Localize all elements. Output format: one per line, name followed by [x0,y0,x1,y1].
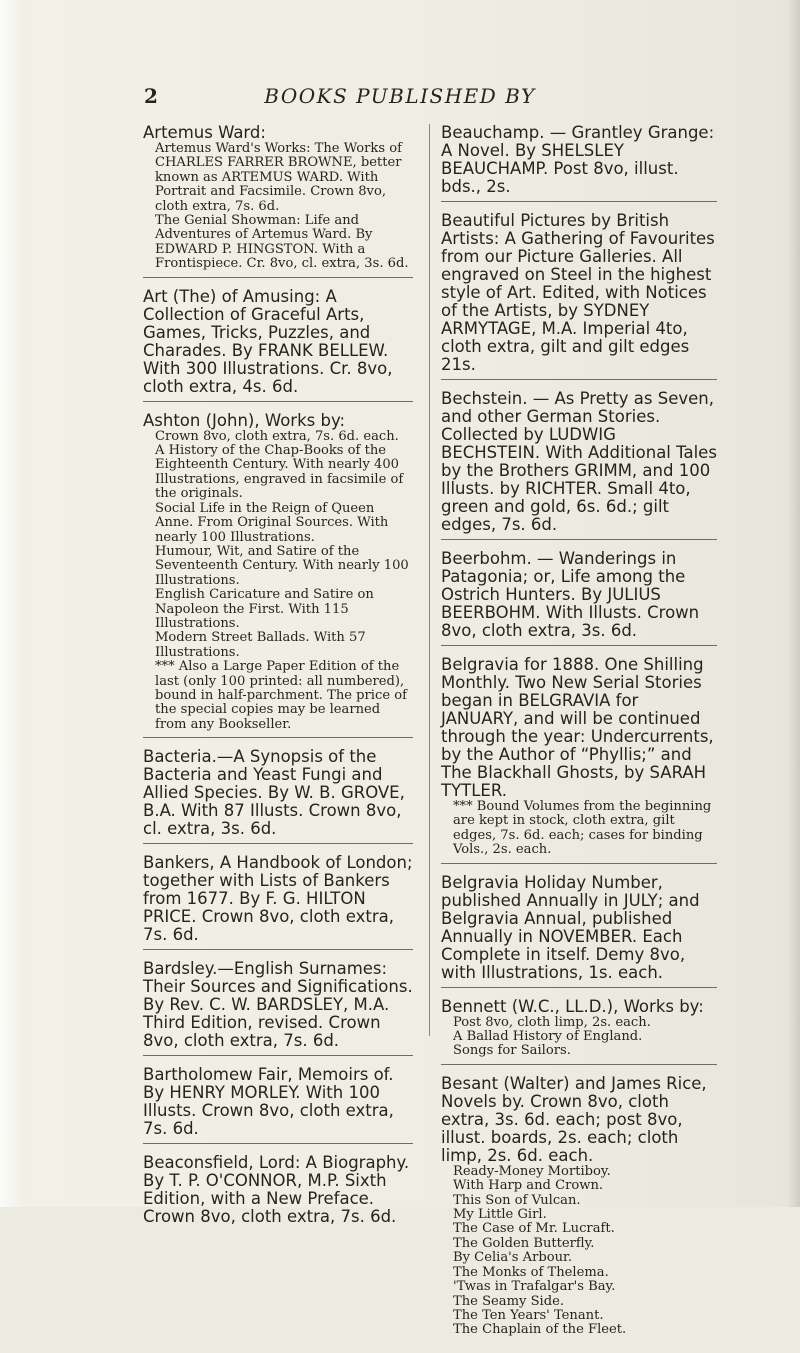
entry-line: By Celia's Arbour. [453,1250,573,1266]
catalog-entry [143,960,413,1056]
entry-heading: Beauchamp. — Grantley Grange: A Novel. By SHELSLEY BEAUCHAMP. Post 8vo, illust. bds., 2s. [441,123,715,196]
entry-heading: Bennett (W.C., LL.D.), Works by: [441,996,704,1016]
entry-heading: Bankers, A Handbook of London; together with Lists of Bankers from 1677. By F. G. HILTON PRICE. Crown 8vo, cloth extra, 7s. 6d. [143,853,413,945]
entry-line: My Little Girl. [453,1207,547,1223]
entry-heading: Bardsley.—English Surnames: Their Sources and Significations. By Rev. C. W. BARDSLEY, M.A. Third Edition, revised. Crown 8vo, cloth extra, 7s. 6d. [143,959,413,1051]
catalog-entry [143,854,413,950]
entry-heading: Bartholomew Fair, Memoirs of. By HENRY MORLEY. With 100 Illusts. Crown 8vo, cloth extra, 7s. 6d. [143,1065,394,1139]
catalog-entry [441,212,717,380]
left-column [143,124,413,1241]
entry-line: Post 8vo, cloth limp, 2s. each. [453,1014,651,1030]
entry-heading: Belgravia for 1888. One Shilling Monthly. Two New Serial Stories began in BELGRAVIA for JANUARY, and will be continued through the year: Undercurrents, by the Author of “Phyllis;” and The Blackhall Ghosts, by SARAH TYTLER. [441,655,714,800]
catalog-entry [441,550,717,646]
entry-line: A History of the Chap-Books of the Eighteenth Century. With nearly 400 Illustrations, engraved in facsimile of the originals. [155,443,404,502]
entry-line: 'Twas in Trafalgar's Bay. [453,1279,616,1295]
catalog-entry [143,1154,413,1231]
page-left-edge [0,0,26,1207]
entry-line: Ready-Money Mortiboy. [453,1163,611,1179]
catalog-entry [441,1075,717,1343]
entry-line: A Ballad History of England. [453,1029,643,1045]
page-right-edge [788,0,800,1207]
entry-line: *** Also a Large Paper Edition of the last (only 100 printed: all numbered), bound in half-parchment. The price of the special copies may be learned from any Bookseller. [155,659,407,732]
catalog-entry [143,1066,413,1144]
entry-line: Crown 8vo, cloth extra, 7s. 6d. each. [155,428,399,444]
entry-line: The Case of Mr. Lucraft. [453,1221,615,1237]
entry-heading: Bacteria.—A Synopsis of the Bacteria and Yeast Fungi and Allied Species. By W. B. GROVE, B.A. With 87 Illusts. Crown 8vo, cl. extra, 3s. 6d. [143,747,405,839]
entry-line: Social Life in the Reign of Queen Anne. From Original Sources. With nearly 100 Illustrations. [155,500,389,545]
catalog-entry [143,288,413,402]
entry-line: Humour, Wit, and Satire of the Seventeenth Century. With nearly 100 Illustrations. [155,543,409,588]
page-number: 2 [144,84,158,108]
entry-heading: Art (The) of Amusing: A Collection of Graceful Arts, Games, Tricks, Puzzles, and Charades. By FRANK BELLEW. With 300 Illustrations. Cr. 8vo, cloth extra, 4s. 6d. [143,286,393,396]
entry-heading: Artemus Ward: [143,123,266,142]
entry-line: The Golden Butterfly. [453,1235,595,1251]
entry-line: The Genial Showman: Life and Adventures of Artemus Ward. By EDWARD P. HINGSTON. With a Frontispiece. Cr. 8vo, cl. extra, 3s. 6d. [155,213,409,272]
entry-heading: Beautiful Pictures by British Artists: A Gathering of Favourites from our Picture Galleries. All engraved on Steel in the highest style of Art. Edited, with Notices of the Artists, by SYDNEY ARMYTAGE, M.A. Imperial 4to, cloth extra, gilt and gilt edges 21s. [441,211,715,374]
entry-line: *** Bound Volumes from the beginning are kept in stock, cloth extra, gilt edges, 7s. 6d. each; cases for binding Vols., 2s. each. [453,799,712,858]
running-title: BOOKS PUBLISHED BY [264,84,536,108]
entry-heading: Bechstein. — As Pretty as Seven, and other German Stories. Collected by LUDWIG BECHSTEIN. With Additional Tales by the Brothers GRIMM, and 100 Illusts. by RICHTER. Small 4to, green and gold, 6s. 6d.; gilt edges, 7s. 6d. [441,389,717,534]
catalog-entry [143,412,413,739]
entry-line: This Son of Vulcan. [453,1192,581,1208]
entry-line: The Monks of Thelema. [453,1264,609,1280]
catalog-entry [441,390,717,540]
catalog-entry [143,124,413,278]
entry-line: The Chaplain of the Fleet. [453,1322,627,1338]
catalog-entry [441,656,717,864]
entry-heading: Belgravia Holiday Number, published Annually in JULY; and Belgravia Annual, published Annually in NOVEMBER. Each Complete in itself. Demy 8vo, with Illustrations, 1s. each. [441,872,700,982]
entry-line: With Harp and Crown. [453,1178,604,1194]
catalog-entry [441,874,717,988]
right-column [441,124,717,1353]
entry-heading: Beaconsfield, Lord: A Biography. By T. P. O'CONNOR, M.P. Sixth Edition, with a New Preface. Crown 8vo, cloth extra, 7s. 6d. [143,1153,410,1227]
entry-heading: Ashton (John), Works by: [143,410,346,430]
entry-line: Artemus Ward's Works: The Works of CHARLES FARRER BROWNE, better known as ARTEMUS WARD. With Portrait and Facsimile. Crown 8vo, cloth extra, 7s. 6d. [155,141,402,214]
entry-line: Songs for Sailors. [453,1043,571,1059]
entry-line: Modern Street Ballads. With 57 Illustrations. [155,630,366,660]
catalog-entry [441,998,717,1065]
entry-line: The Seamy Side. [453,1293,565,1309]
entry-heading: Besant (Walter) and James Rice, Novels by. Crown 8vo, cloth extra, 3s. 6d. each; post 8vo, illust. boards, 2s. each; cloth limp, 2s. 6d. each. [441,1073,707,1165]
entry-line: The Ten Years' Tenant. [453,1307,604,1323]
catalog-entry [441,124,717,202]
entry-line: English Caricature and Satire on Napoleon the First. With 115 Illustrations. [155,587,374,631]
catalog-entry [143,748,413,844]
column-divider [429,124,430,1036]
entry-heading: Beerbohm. — Wanderings in Patagonia; or, Life among the Ostrich Hunters. By JULIUS BEERBOHM. With Illusts. Crown 8vo, cloth extra, 3s. 6d. [441,549,700,640]
page-header [0,84,800,114]
